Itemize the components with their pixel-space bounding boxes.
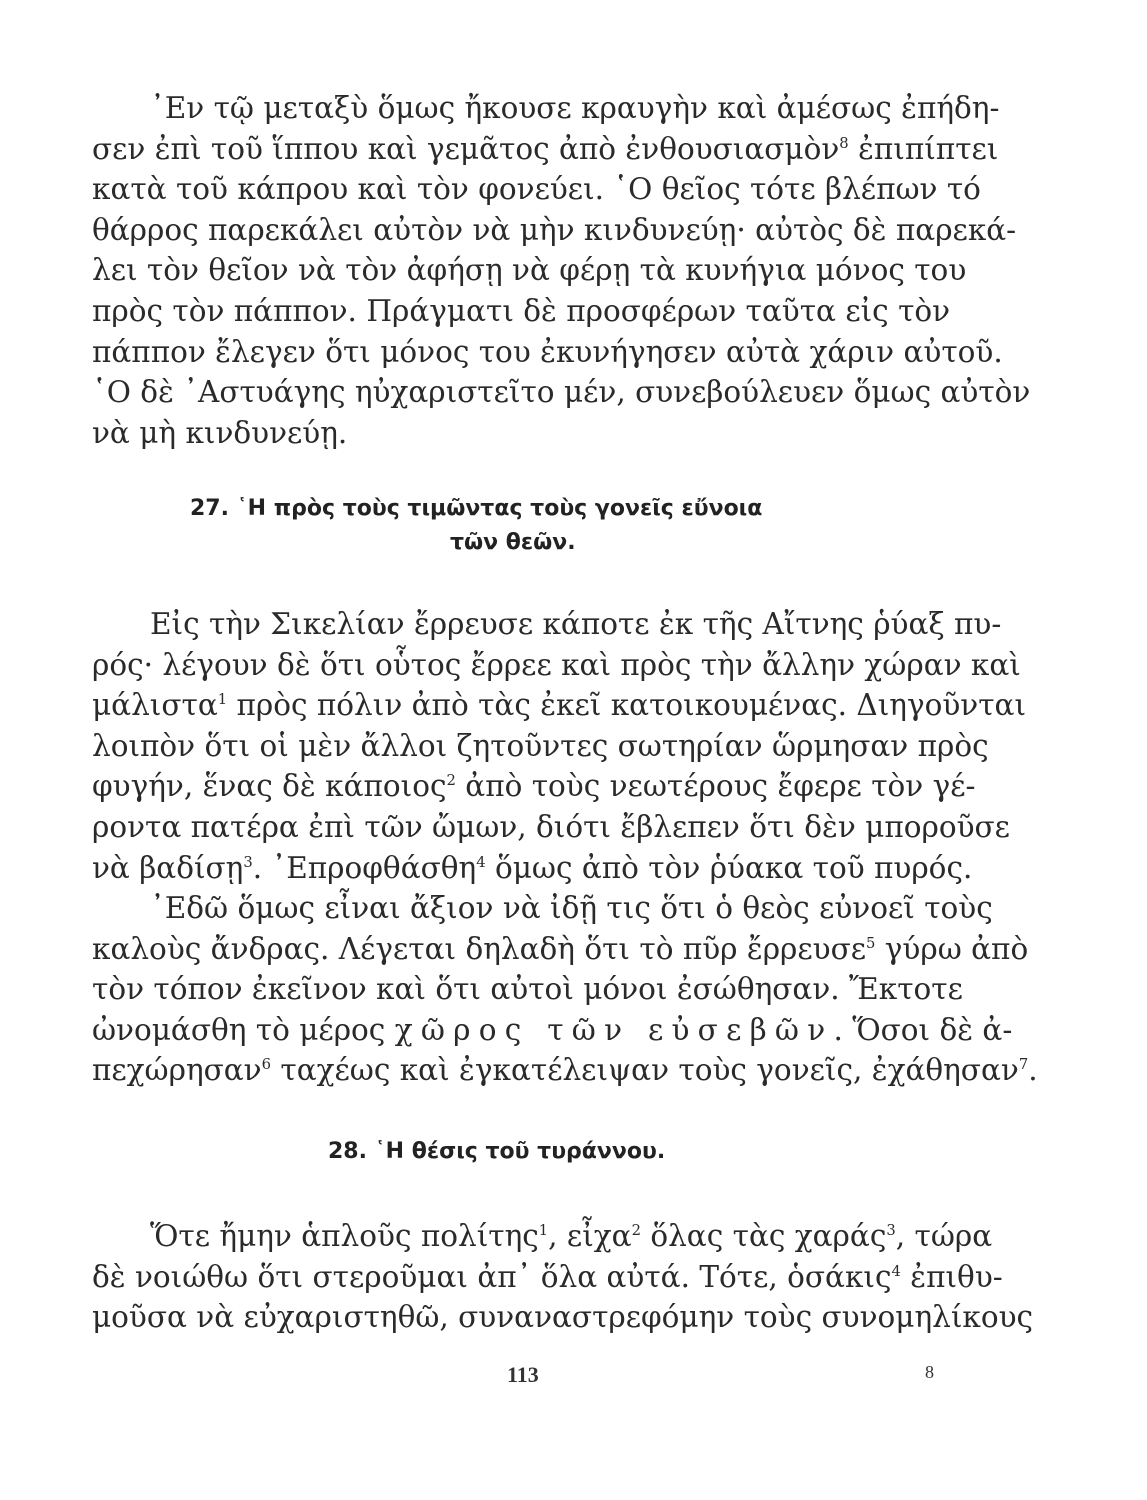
text-line: κατὰ τοῦ κάπρου καὶ τὸν φονεύει. ῾Ο θεῖος τότε βλέπων τό bbox=[92, 172, 981, 207]
text-segment: ὠνομάσθη τὸ μέρος bbox=[92, 1012, 395, 1047]
text-segment: ἐπιπίπτει bbox=[858, 131, 999, 166]
text-segment: σεν ἐπὶ τοῦ ἵππου καὶ γεμᾶτος ἀπὸ ἐνθουσιασμὸν bbox=[92, 131, 840, 166]
text-line: μοῦσα νὰ εὐχαριστηθῶ, συναναστρεφόμην τοὺς συνομηλίκους bbox=[92, 1300, 1034, 1335]
heading-line bbox=[92, 1135, 944, 1169]
text-segment: καλοὺς ἄνδρας. Λέγεται δηλαδὴ ὅτι τὸ πῦρ ἔρρευσε bbox=[92, 931, 867, 966]
heading-line bbox=[92, 492, 944, 526]
footnote-marker: 8 bbox=[839, 134, 849, 152]
footnote-marker: 4 bbox=[476, 853, 486, 871]
text-segment: πρὸς πόλιν ἀπὸ τὰς ἐκεῖ κατοικουμένας. Διηγοῦνται bbox=[227, 688, 1027, 723]
text-segment: ἀπὸ τοὺς νεωτέρους ἔφερε τὸν γέ- bbox=[455, 769, 976, 804]
signature-mark: 8 bbox=[925, 1362, 934, 1382]
section-number: 28. bbox=[328, 1139, 367, 1164]
text-line: πρὸς τὸν πάππον. Πράγματι δὲ προσφέρων ταῦτα εἰς τὸν bbox=[92, 293, 951, 328]
text-line bbox=[92, 1010, 1013, 1051]
footnote-marker: 5 bbox=[866, 934, 876, 952]
text-line: ροντα πατέρα ἐπὶ τῶν ὤμων, διότι ἔβλεπεν ὅτι δὲν μποροῦσε bbox=[92, 809, 1010, 844]
section-number: 27. bbox=[190, 496, 229, 521]
text-segment: πεχώρησαν bbox=[92, 1053, 262, 1088]
text-line: ῾Ο δὲ ᾿Αστυάγης ηὐχαριστεῖτο μέν, συνεβούλευεν ὅμως αὐτὸν bbox=[92, 375, 1031, 410]
text-segment: ὅλας τὰς χαράς bbox=[640, 1219, 887, 1253]
footnote-marker: 2 bbox=[631, 1221, 641, 1239]
footnote-marker: 1 bbox=[538, 1221, 549, 1239]
section-title: ῾Η θέσις τοῦ τυράννου. bbox=[374, 1139, 666, 1164]
footnote-marker: 3 bbox=[886, 1221, 896, 1239]
section-title: ῾Η πρὸς τοὺς τιμῶντας τοὺς γονεῖς εὔνοια bbox=[236, 496, 763, 521]
section-heading-28 bbox=[92, 1135, 944, 1169]
text-segment: ἐπιθυ- bbox=[900, 1259, 1003, 1294]
text-line: νὰ μὴ κινδυνεύῃ. bbox=[92, 415, 348, 450]
text-line bbox=[92, 1050, 1038, 1091]
text-segment: δὲ νοιώθω ὅτι στεροῦμαι ἀπ᾿ ὅλα αὐτά. Τότε, ὁσάκις bbox=[92, 1259, 892, 1294]
section-heading-27 bbox=[92, 492, 944, 560]
text-line: ρός· λέγουν δὲ ὅτι οὗτος ἔρρεε καὶ πρὸς τὴν ἄλλην χώραν καὶ bbox=[92, 647, 1021, 682]
text-segment: ταχέως καὶ ἐγκατέλειψαν τοὺς γονεῖς, ἐχάθησαν bbox=[271, 1053, 1019, 1088]
footnote-marker: 6 bbox=[261, 1056, 272, 1074]
footnote-marker: 7 bbox=[1018, 1056, 1029, 1074]
text-segment: Ὅτε ἤμην ἁπλοῦς πολίτης bbox=[150, 1219, 539, 1253]
text-segment: . ᾿Επροφθάσθη bbox=[252, 850, 477, 885]
text-line bbox=[92, 1216, 993, 1257]
text-line bbox=[92, 929, 1029, 970]
text-segment: . Ὅσοι δὲ ἀ- bbox=[833, 1012, 1013, 1047]
text-segment: , τώρα bbox=[895, 1219, 993, 1253]
text-line: τὸν τόπον ἐκεῖνον καὶ ὅτι αὐτοὶ μόνοι ἐσώθησαν. Ἔκτοτε bbox=[92, 972, 963, 1007]
paragraph-1 bbox=[92, 88, 1031, 453]
footnote-marker: 2 bbox=[446, 772, 456, 790]
paragraph-4 bbox=[92, 1216, 1034, 1338]
text-line: Εἰς τὴν Σικελίαν ἔρρευσε κάποτε ἐκ τῆς Αἴτνης ῥύαξ πυ- bbox=[150, 607, 1002, 641]
footnote-marker: 1 bbox=[217, 691, 228, 709]
text-line bbox=[92, 129, 999, 170]
text-line: ᾿Εδῶ ὅμως εἶναι ἄξιον νὰ ἰδῇ τις ὅτι ὁ θεὸς εὐνοεῖ τοὺς bbox=[150, 891, 993, 925]
text-segment: ὅμως ἀπὸ τὸν ῥύακα τοῦ πυρός. bbox=[485, 850, 973, 885]
footnote-marker: 3 bbox=[243, 853, 253, 871]
text-line bbox=[92, 766, 976, 807]
text-line: θάρρος παρεκάλει αὐτὸν νὰ μὴν κινδυνεύῃ· αὐτὸς δὲ παρεκά- bbox=[92, 212, 1017, 247]
text-line bbox=[92, 848, 973, 889]
text-segment: μάλιστα bbox=[92, 688, 218, 723]
text-line bbox=[92, 685, 1027, 726]
text-segment: , εἶχα bbox=[548, 1219, 632, 1253]
text-line: λοιπὸν ὅτι οἱ μὲν ἄλλοι ζητοῦντες σωτηρίαν ὥρμησαν πρὸς bbox=[92, 728, 989, 763]
text-segment: νὰ βαδίσῃ bbox=[92, 850, 244, 885]
text-line bbox=[92, 1257, 1003, 1298]
page-number: 113 bbox=[507, 1362, 539, 1387]
text-line: λει τὸν θεῖον νὰ τὸν ἀφήσῃ νὰ φέρῃ τὰ κυνήγια μόνος του bbox=[92, 253, 967, 288]
text-line: πάππον ἔλεγεν ὅτι μόνος του ἐκυνήγησεν αὐτὰ χάριν αὐτοῦ. bbox=[92, 334, 1003, 369]
text-line: ᾿Εν τῷ μεταξὺ ὅμως ἤκουσε κραυγὴν καὶ ἀμέσως ἐπήδη- bbox=[150, 91, 1000, 125]
text-segment: . bbox=[1028, 1053, 1038, 1088]
text-segment: γύρω ἀπὸ bbox=[875, 931, 1029, 966]
emphasized-text: χῶρος τῶν εὐσεβῶν bbox=[394, 1012, 834, 1047]
paragraph-2 bbox=[92, 604, 1027, 888]
paragraph-3 bbox=[92, 888, 1038, 1091]
heading-line: τῶν θεῶν. bbox=[450, 530, 576, 555]
text-segment: φυγήν, ἕνας δὲ κάποιος bbox=[92, 769, 447, 804]
footnote-marker: 4 bbox=[891, 1262, 901, 1280]
